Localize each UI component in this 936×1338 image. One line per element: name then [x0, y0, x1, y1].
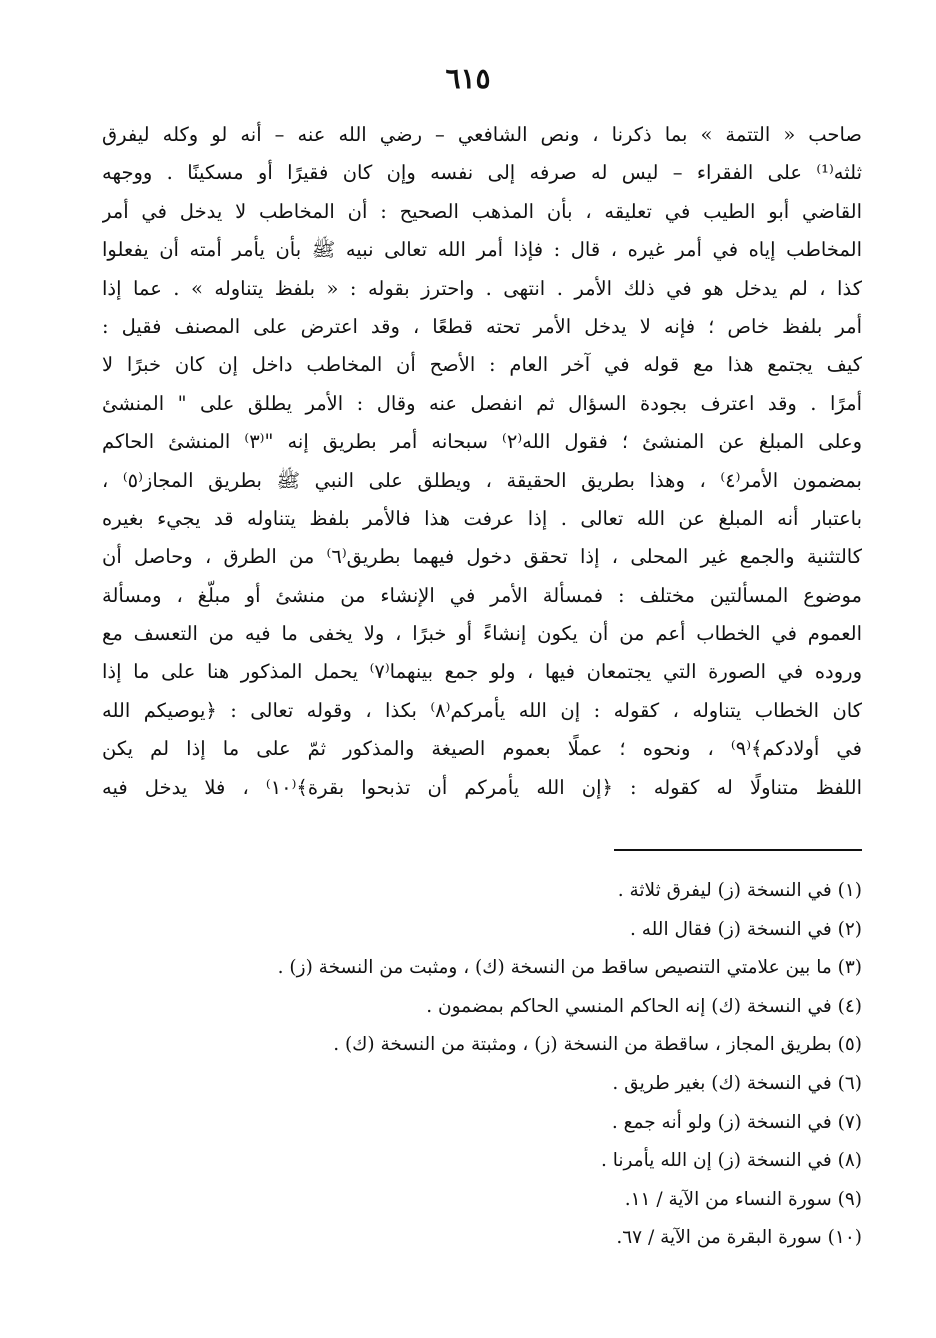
footnote: (٧) في النسخة (ز) ولو أنه جمع . — [611, 1111, 862, 1133]
text-line: القاضي أبو الطيب في تعليقه ، بأن المذهب الصحيح : أن المخاطب لا يدخل في أمر — [102, 199, 862, 223]
text-line: كالتثنية والجمع غير المحلى ، إذا تحقق دخول فيهما بطريق⁽٦⁾ من الطرق ، وحاصل أن — [102, 545, 862, 569]
text-line: بمضمون الأمر⁽٤⁾ ، وهذا بطريق الحقيقة ، ويطلق على النبي ﷺ بطريق المجاز⁽٥⁾ ، — [102, 468, 862, 492]
footnote: (٥) بطريق المجاز ، ساقطة من النسخة (ز) ، ومثبتة من النسخة (ك) . — [333, 1034, 862, 1056]
text-line: المخاطب إياه في أمر غيره ، قال : فإذا أمر الله تعالى نبيه ﷺ بأن يأمر أمته أن يفعلوا — [102, 238, 862, 262]
text-line: أمر بلفظ خاص ؛ فإنه لا يدخل الأمر تحته قطعًا ، وقد اعترض على المصنف فقيل : — [102, 314, 862, 338]
text-line: ثلثه⁽¹⁾ على الفقراء – ليس له صرفه إلى نفسه وإن كان فقيرًا أو مسكينًا . ووجهه — [102, 161, 862, 185]
footnote: (٢) في النسخة (ز) فقال الله . — [630, 918, 862, 940]
page-number: ٦١٥ — [445, 62, 491, 95]
text-line: صاحب « التتمة » بما ذكرنا ، ونص الشافعي – رضي الله عنه – أنه لو وكله ليفرق — [102, 123, 862, 146]
text-line: وعلى المبلغ عن المنشئ ؛ فقول الله⁽٢⁾ سبحانه أمر بطريق إنه "⁽٣⁾ المنشئ الحاكم — [102, 430, 862, 454]
footnote: (١) في النسخة (ز) ليفرق ثلاثة . — [617, 880, 862, 901]
footnote: (٦) في النسخة (ك) بغير طريق . — [612, 1072, 862, 1094]
footnote: (٤) في النسخة (ك) إنه الحاكم المنسي الحاكم بمضمون . — [426, 995, 862, 1017]
text-line: وروده في الصورة التي يجتمعان فيها ، ولو جمع بينهما⁽٧⁾ يحمل المذكور هنا على ما إذا — [102, 660, 862, 684]
text-line: أمرًا . وقد اعترف بجودة السؤال ثم انفصل عنه وقال : الأمر يطلق على " المنشئ — [102, 391, 862, 415]
text-line: كيف يجتمع هذا مع قوله في آخر العام : الأصح أن المخاطب داخل إن كان خبرًا لا — [102, 353, 862, 377]
footnotes — [102, 872, 862, 1258]
text-line: العموم في الخطاب أعم من أن يكون إنشاءً أو خبرًا ، ولا يخفى ما فيه من التعسف مع — [102, 622, 862, 646]
footnote-divider — [614, 849, 862, 851]
footnote: (٣) ما بين علامتي التنصيص ساقط من النسخة (ك) ، ومثبت من النسخة (ز) . — [277, 957, 862, 979]
footnote: (٨) في النسخة (ز) إن الله يأمرنا . — [600, 1150, 862, 1172]
footnote: (٩) سورة النساء من الآية / ١١. — [624, 1188, 862, 1210]
text-line: اللفظ متناولًا له كقوله : ﴿إن الله يأمركم أن تذبحوا بقرة﴾⁽١٠⁾ ، فلا يدخل فيه — [102, 775, 862, 799]
text-line: موضوع المسألتين مختلف : فمسألة الأمر في الإنشاء من منشئ أو مبلّغ ، ومسألة — [102, 583, 862, 607]
main-text — [102, 116, 862, 807]
footnote: (١٠) سورة البقرة من الآية / ٦٧. — [616, 1227, 862, 1249]
text-line: باعتبار أنه المبلغ عن الله تعالى . إذا عرفت هذا فالأمر بلفظ يتناوله قد يجيء بغيره — [102, 506, 862, 530]
text-line: كان الخطاب يتناوله ، كقوله : إن الله يأمركم⁽٨⁾ بكذا ، وقوله تعالى : ﴿يوصيكم الله — [102, 698, 862, 722]
text-line: كذا ، لم يدخل هو في ذلك الأمر . انتهى . واحترز بقوله : « بلفظ يتناوله » . عما إذا — [102, 276, 862, 300]
text-line: في أولادكم﴾⁽٩⁾ ، ونحوه ؛ عملًا بعموم الصيغة والمذكور ثمّ على ما إذا لم يكن — [102, 737, 862, 761]
